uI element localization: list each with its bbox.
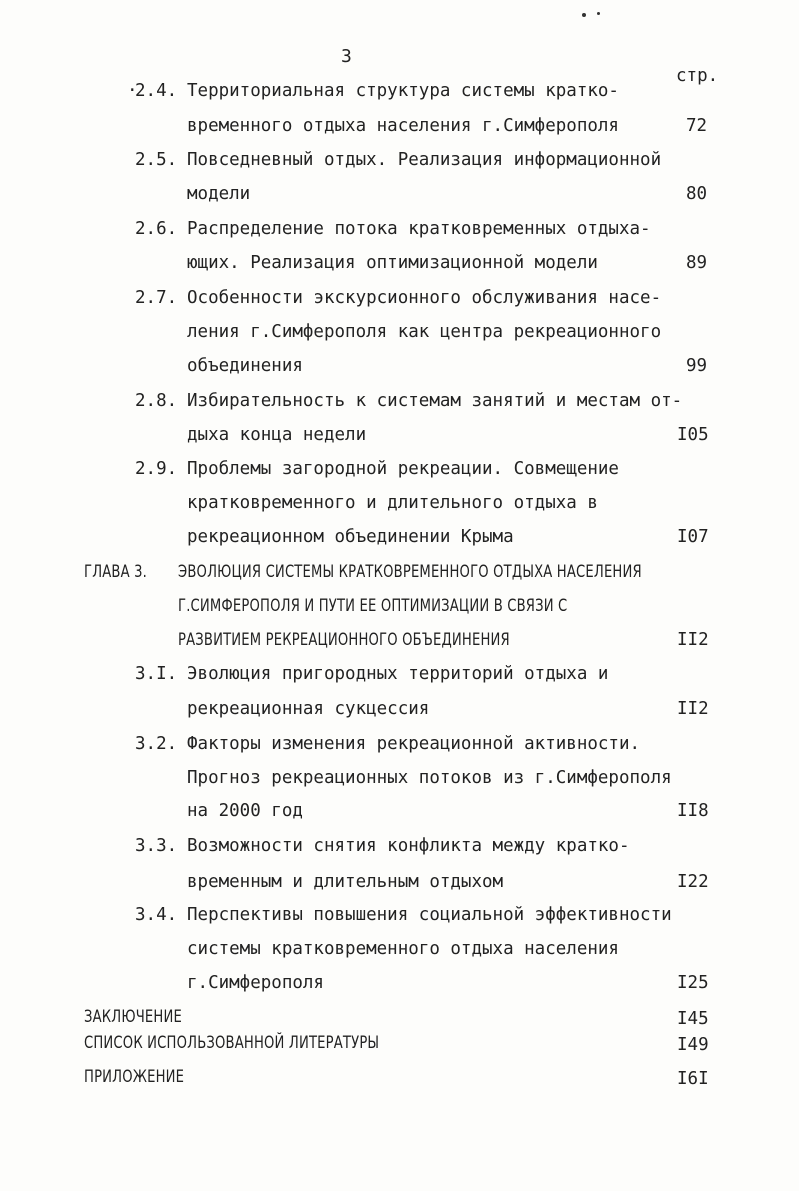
toc-section-references: СПИСОК ИСПОЛЬЗОВАННОЙ ЛИТЕРАТУРЫ (84, 1033, 380, 1053)
toc-entry-number: 3.4. (135, 905, 178, 925)
toc-entry-page: I07 (677, 527, 709, 547)
toc-entry-page: I6I (677, 1069, 709, 1089)
toc-entry-page: II2 (677, 630, 709, 650)
toc-entry-line: временного отдыха населения г.Симферополя (187, 116, 619, 136)
toc-entry-page: I45 (677, 1009, 709, 1029)
toc-entry-line: кратковременного и длительного отдыха в (187, 493, 598, 513)
toc-entry-page: 89 (686, 253, 708, 273)
toc-entry-line: ющих. Реализация оптимизационной модели (187, 253, 598, 273)
toc-entry-number: 3.I. (135, 664, 178, 684)
toc-entry-page: 99 (686, 356, 708, 376)
toc-entry-line: объединения (187, 356, 303, 376)
toc-entry-line: рекреационном объединении Крыма (187, 527, 514, 547)
toc-entry-page: II2 (677, 699, 709, 719)
toc-entry-number: 2.7. (135, 288, 178, 308)
toc-entry-page: II8 (677, 801, 709, 821)
pages-column-label: стр. (676, 66, 719, 86)
toc-entry-line: на 2000 год (187, 801, 303, 821)
toc-entry-line: Проблемы загородной рекреации. Совмещение (187, 459, 619, 479)
toc-entry-line: рекреационная сукцессия (187, 699, 430, 719)
toc-entry-number: 2.8. (135, 391, 178, 411)
scan-speck (597, 12, 600, 15)
toc-entry-line: временным и длительным отдыхом (187, 872, 504, 892)
toc-entry-number: 2.9. (135, 459, 178, 479)
toc-entry-line: системы кратковременного отдыха населения (187, 939, 619, 959)
toc-entry-line: Повседневный отдых. Реализация информационной (187, 150, 662, 170)
toc-entry-number: 2.4. (135, 81, 178, 101)
toc-entry-line: модели (187, 184, 251, 204)
toc-entry-line: ления г.Симферополя как центра рекреационного (187, 322, 662, 342)
toc-entry-page: I05 (677, 425, 709, 445)
toc-entry-page: 80 (686, 184, 708, 204)
toc-entry-page: I49 (677, 1035, 709, 1055)
toc-entry-line: Факторы изменения рекреационной активности. (187, 734, 641, 754)
chapter-title-line: РАЗВИТИЕМ РЕКРЕАЦИОННОГО ОБЪЕДИНЕНИЯ (178, 630, 510, 650)
chapter-title-line: ЭВОЛЮЦИЯ СИСТЕМЫ КРАТКОВРЕМЕННОГО ОТДЫХА НАСЕЛЕНИЯ (178, 562, 642, 582)
chapter-title-line: Г.СИМФЕРОПОЛЯ И ПУТИ ЕЕ ОПТИМИЗАЦИИ В СВЯЗИ С (178, 596, 568, 616)
toc-entry-line: Избирательность к системам занятий и местам от- (187, 391, 683, 411)
toc-entry-number: 3.2. (135, 734, 178, 754)
toc-entry-line: г.Симферополя (187, 973, 324, 993)
toc-section-appendix: ПРИЛОЖЕНИЕ (84, 1067, 185, 1087)
toc-entry-number: 2.5. (135, 150, 178, 170)
toc-entry-line: Возможности снятия конфликта между кратко- (187, 836, 630, 856)
toc-entry-number: 3.3. (135, 836, 178, 856)
toc-entry-line: Эволюция пригородных территорий отдыха и (187, 664, 609, 684)
toc-entry-line: Прогноз рекреационных потоков из г.Симферополя (187, 768, 672, 788)
toc-entry-line: Распределение потока кратковременных отдыха- (187, 219, 651, 239)
scan-speck (582, 13, 586, 17)
toc-entry-line: Перспективы повышения социальной эффективности (187, 905, 672, 925)
toc-entry-line: Территориальная структура системы кратко- (187, 81, 619, 101)
chapter-number: ГЛАВА 3. (84, 562, 148, 582)
toc-entry-number: · (127, 81, 138, 101)
toc-section-conclusion: ЗАКЛЮЧЕНИЕ (84, 1007, 182, 1027)
toc-entry-line: Особенности экскурсионного обслуживания насе- (187, 288, 662, 308)
toc-entry-page: I25 (677, 973, 709, 993)
toc-entry-number: 2.6. (135, 219, 178, 239)
page-number: 3 (341, 46, 352, 67)
toc-entry-line: дыха конца недели (187, 425, 367, 445)
toc-entry-page: I22 (677, 872, 709, 892)
toc-entry-page: 72 (686, 116, 708, 136)
